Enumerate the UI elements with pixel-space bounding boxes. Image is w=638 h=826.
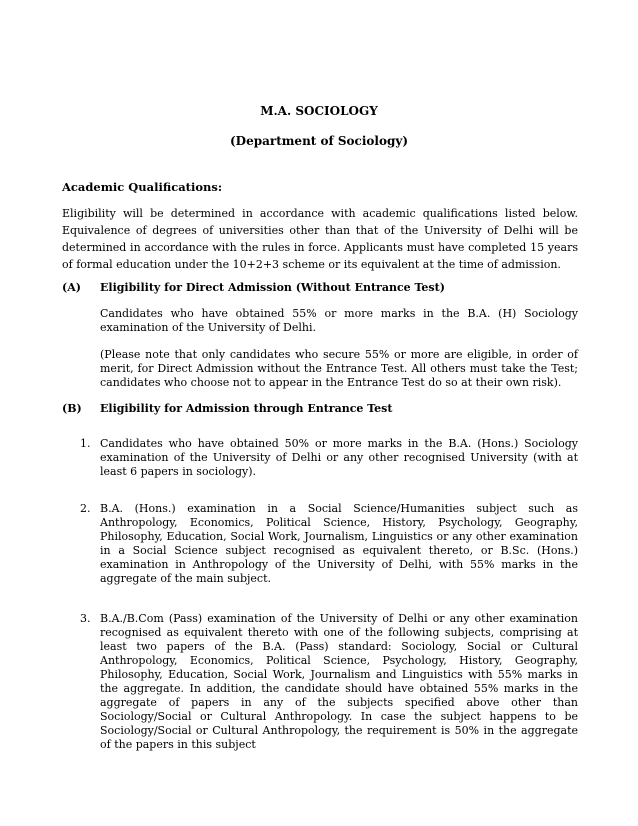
section-b-label: (B) (62, 402, 82, 415)
page-subtitle: (Department of Sociology) (229, 134, 408, 148)
section-a-heading: Eligibility for Direct Admission (Without Entrance Test) (100, 281, 445, 294)
section-a-label: (A) (62, 281, 81, 294)
academic-qualifications-heading: Academic Qualifications: (62, 180, 223, 194)
list-item: Candidates who have obtained 50% or more marks in the B.A. (Hons.) Sociology examination of the University of Delhi or any other recognised University (with at least 6 papers in sociology). (100, 437, 578, 478)
list-item-number: 2. (80, 502, 91, 515)
list-item-number: 3. (80, 612, 91, 625)
section-a-paragraph-1: Candidates who have obtained 55% or more marks in the B.A. (H) Sociology examination of the University of Delhi. (100, 307, 578, 334)
section-a-paragraph-2: (Please note that only candidates who secure 55% or more are eligible, in order of merit, for Direct Admission without the Entrance Test. All others must take the Test; candidates who choose not to appear in the Entrance Test do so at their own risk). (100, 348, 578, 389)
page-title: M.A. SOCIOLOGY (260, 104, 378, 118)
intro-paragraph: Eligibility will be determined in accordance with academic qualifications listed below. Equivalence of degrees of universities other than that of the University of Delhi will be determined in accordance with the rules in force. Applicants must have completed 15 years of formal education under the 10+2+3 scheme or its equivalent at the time of admission. (62, 207, 578, 271)
list-item: B.A./B.Com (Pass) examination of the University of Delhi or any other examination recognised as equivalent thereto with one of the following subjects, comprising at least two papers of the B.A. (Pass) standard: Sociology, Social or Cultural Anthropology, Economics, Political Science, Psychology, History, Geography, Philosophy, Education, Social Work, Journalism and Linguistics with 55% marks in the aggregate. In addition, the candidate should have obtained 55% marks in the aggregate of papers in any of the subjects specified above other than Sociology/Social or Cultural Anthropology. In case the subject happens to be Sociology/Social or Cultural Anthropology, the requirement is 50% in the aggregate of the papers in this subject (100, 612, 578, 751)
section-b-heading: Eligibility for Admission through Entrance Test (100, 402, 393, 415)
list-item: B.A. (Hons.) examination in a Social Science/Humanities subject such as Anthropology, Economics, Political Science, History, Psychology, Geography, Philosophy, Education, Social Work, Journalism, Linguistics or any other examination in a Social Science subject recognised as equivalent thereto, or B.Sc. (Hons.) examination in Anthropology of the University of Delhi, with 55% marks in the aggregate of the main subject. (100, 502, 578, 585)
list-item-number: 1. (80, 437, 91, 450)
